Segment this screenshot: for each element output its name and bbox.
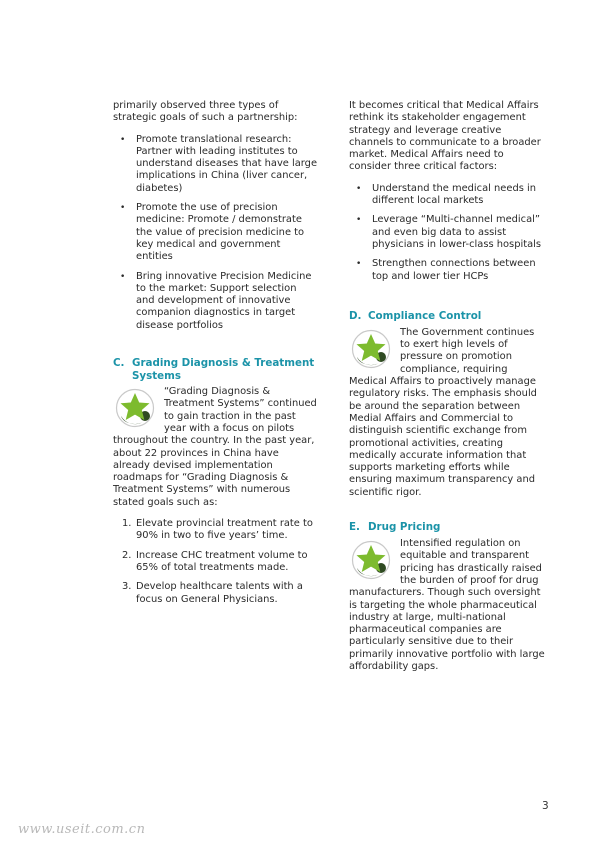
section-title: Drug Pricing: [368, 521, 441, 534]
left-column: [113, 100, 318, 613]
section-c-body: [113, 386, 318, 509]
star-badge-icon: [351, 329, 391, 369]
stated-goals-list: [113, 518, 318, 606]
partnership-goals-list: [113, 134, 318, 332]
section-e-body: [349, 538, 547, 673]
left-intro: primarily observed three types of strategic goals of such a partnership:: [113, 100, 298, 124]
section-title: Grading Diagnosis & Treatment Systems: [132, 357, 315, 383]
section-letter: C.: [113, 357, 125, 370]
list-item: 1. Elevate provincial treatment rate to 90% in two to five years’ time.: [122, 518, 313, 542]
list-item: • Strengthen connections between top and lower tier HCPs: [349, 258, 547, 283]
star-badge-icon: [351, 540, 391, 580]
section-d-heading: [349, 310, 547, 323]
section-e-text: Intensified regulation on equitable and transparent pricing has drastically raised the burden of proof for drug manufacturers. Though such oversight is targeting the whole pharmaceutical industry at large, multi-national pharmaceutical companies are particularly sensitive due to their primarily innovative portfolio with large affordability gaps.: [349, 538, 545, 672]
section-letter: E.: [349, 521, 360, 534]
section-letter: D.: [349, 309, 362, 322]
star-badge-icon: [115, 388, 155, 428]
watermark: www.useit.com.cn: [18, 822, 146, 837]
section-c-text: “Grading Diagnosis & Treatment Systems” continued to gain traction in the past year with a focus on pilots throughout the country. In the past year, about 22 provinces in China have already devised implementation roadmaps for “Grading Diagnosis & Treatment Systems” with numerous stated goals such as:: [113, 386, 317, 508]
right-column: [349, 100, 547, 673]
section-title: Compliance Control: [368, 309, 482, 322]
list-item: • Promote the use of precision medicine: Promote / demonstrate the value of precision medicine to key medical and government entities: [113, 202, 318, 263]
page-number: 3: [542, 800, 549, 812]
critical-factors-list: [349, 183, 547, 283]
section-c-heading: [113, 357, 318, 383]
list-item: • Promote translational research: Partner with leading institutes to understand diseases that have large implications in China (liver cancer, diabetes): [113, 134, 318, 195]
section-e-heading: [349, 521, 547, 534]
section-d-text: The Government continues to exert high levels of pressure on promotion compliance, requiring Medical Affairs to proactively manage regulatory risks. The emphasis should be around the separation between Medial Affairs and Commercial to distinguish scientific exchange from promotional activities, creating medically accurate information that supports marketing efforts while ensuring maximum transparency and scientific rigor.: [349, 326, 537, 498]
list-item: • Leverage “Multi-channel medical” and even big data to assist physicians in lower-class hospitals: [349, 214, 547, 251]
list-item: • Understand the medical needs in different local markets: [349, 183, 547, 208]
right-intro: It becomes critical that Medical Affairs rethink its stakeholder engagement strategy and leverage creative channels to communicate to a broader market. Medical Affairs need to consider three critical factors:: [349, 100, 541, 173]
list-item: 3. Develop healthcare talents with a focus on General Physicians.: [122, 581, 303, 605]
list-item: • Bring innovative Precision Medicine to the market: Support selection and development of innovative companion diagnostics in target disease portfolios: [113, 271, 318, 332]
section-d-body: [349, 327, 547, 499]
list-item: 2. Increase CHC treatment volume to 65% of total treatments made.: [122, 549, 308, 573]
